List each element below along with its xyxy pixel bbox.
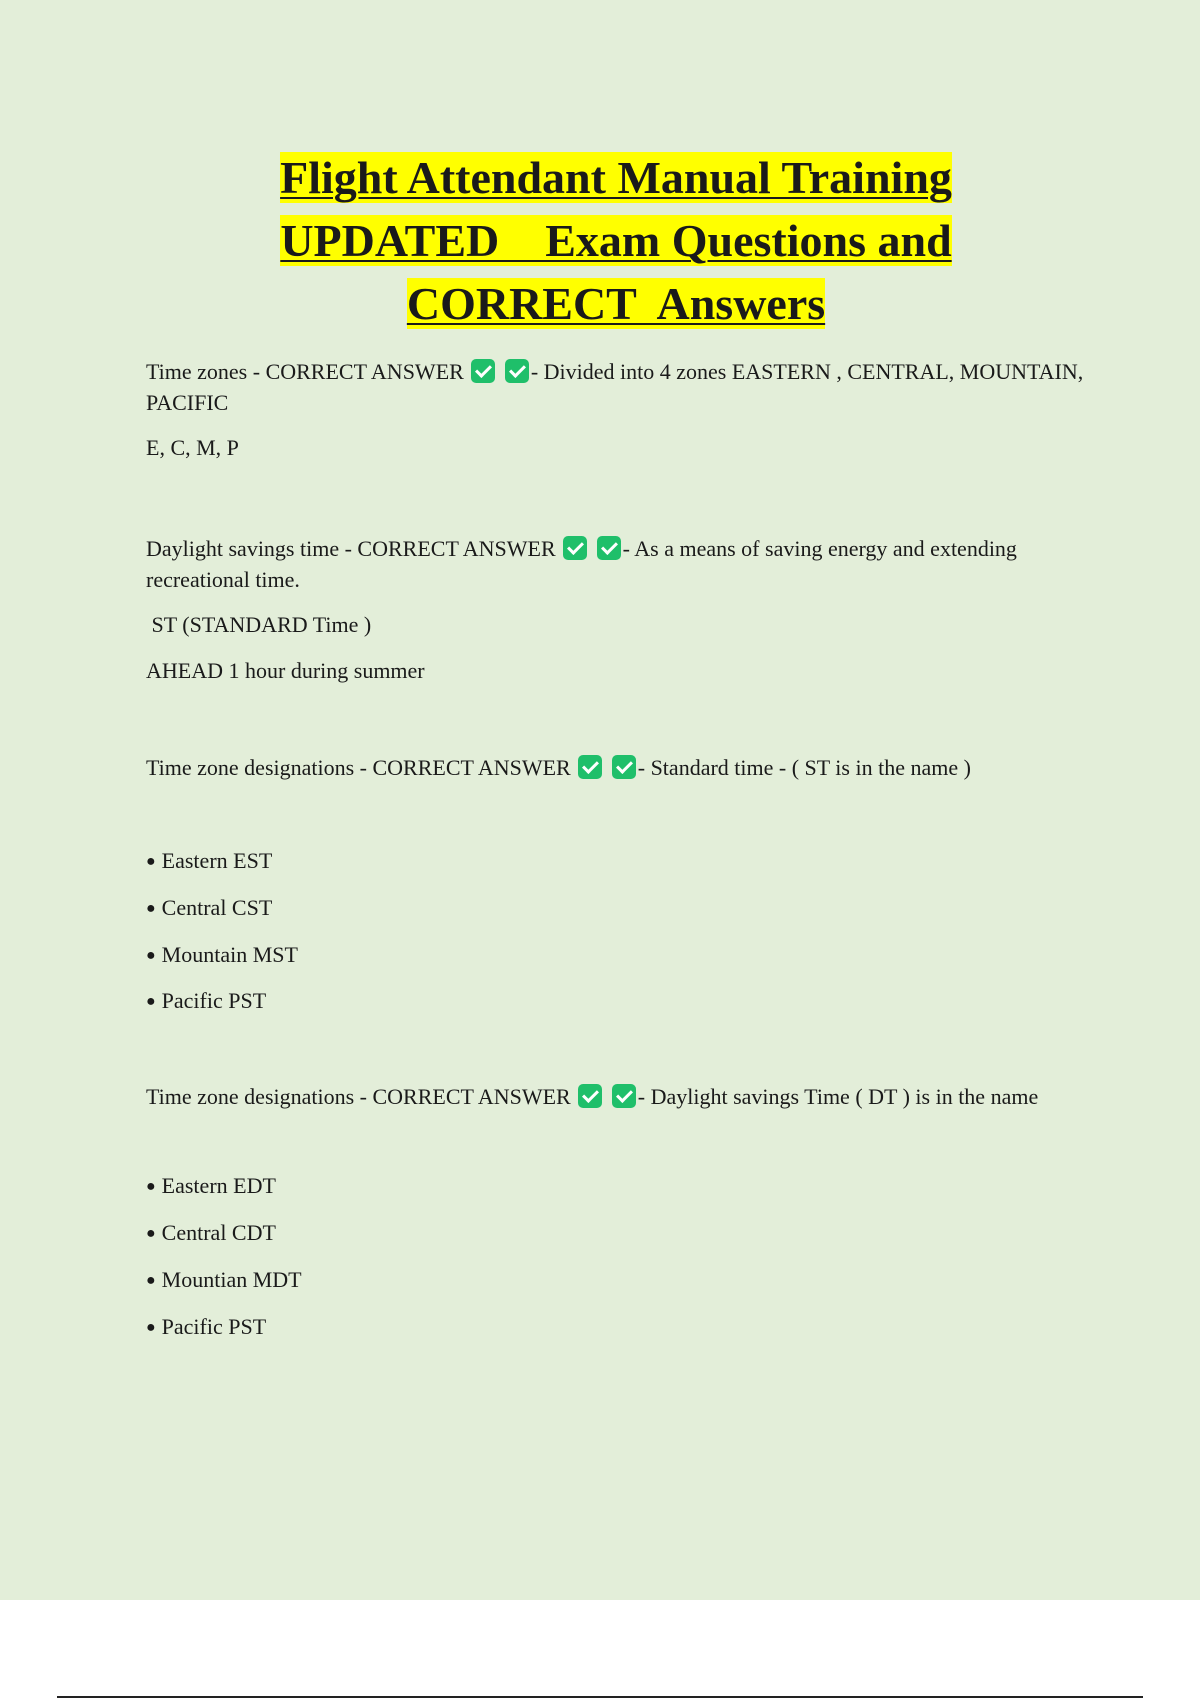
qa-term: Time zones - CORRECT ANSWER — [146, 359, 464, 384]
footer-divider — [57, 1696, 1143, 1698]
check-box-icon — [612, 755, 636, 779]
list-item: ● Central CDT — [146, 1217, 1086, 1249]
list-item: ● Eastern EDT — [146, 1170, 1086, 1202]
list-item: ● Central CST — [146, 892, 1086, 924]
title-line-2: UPDATED Exam Questions and — [280, 215, 952, 266]
title-line-3: CORRECT Answers — [406, 278, 826, 329]
check-box-icon — [471, 359, 495, 383]
qa-item — [146, 533, 1086, 595]
qa-note: E, C, M, P — [146, 435, 239, 460]
bullet-list — [146, 845, 1086, 1017]
check-box-icon — [597, 536, 621, 560]
list-item: ● Eastern EST — [146, 845, 1086, 877]
check-box-icon — [578, 755, 602, 779]
check-box-icon — [505, 359, 529, 383]
qa-answer: - Daylight savings Time ( DT ) is in the name — [637, 1084, 1039, 1109]
qa-item — [146, 752, 1086, 783]
qa-note: ST (STANDARD Time ) — [146, 612, 372, 637]
qa-content — [146, 356, 1086, 1343]
list-item: ● Mountian MDT — [146, 1264, 1086, 1296]
qa-note: AHEAD 1 hour during summer — [146, 658, 425, 683]
title-line-1: Flight Attendant Manual Training — [280, 152, 952, 203]
qa-answer: - Divided into 4 zones EASTERN , CENTRAL, MOUNTAIN, PACIFIC — [146, 359, 1084, 415]
check-box-icon — [578, 1084, 602, 1108]
check-box-icon — [612, 1084, 636, 1108]
qa-item — [146, 356, 1086, 418]
document-title — [0, 146, 1200, 335]
qa-term: Time zone designations - CORRECT ANSWER — [146, 1084, 571, 1109]
qa-term: Daylight savings time - CORRECT ANSWER — [146, 536, 556, 561]
list-item: ● Pacific PST — [146, 1311, 1086, 1343]
qa-answer: - As a means of saving energy and extending recreational time. — [146, 536, 1017, 592]
list-item: ● Pacific PST — [146, 985, 1086, 1017]
qa-answer: - Standard time - ( ST is in the name ) — [637, 755, 971, 780]
qa-term: Time zone designations - CORRECT ANSWER — [146, 755, 571, 780]
bullet-list — [146, 1170, 1086, 1343]
check-box-icon — [563, 536, 587, 560]
list-item: ● Mountain MST — [146, 939, 1086, 971]
qa-item — [146, 1081, 1086, 1112]
